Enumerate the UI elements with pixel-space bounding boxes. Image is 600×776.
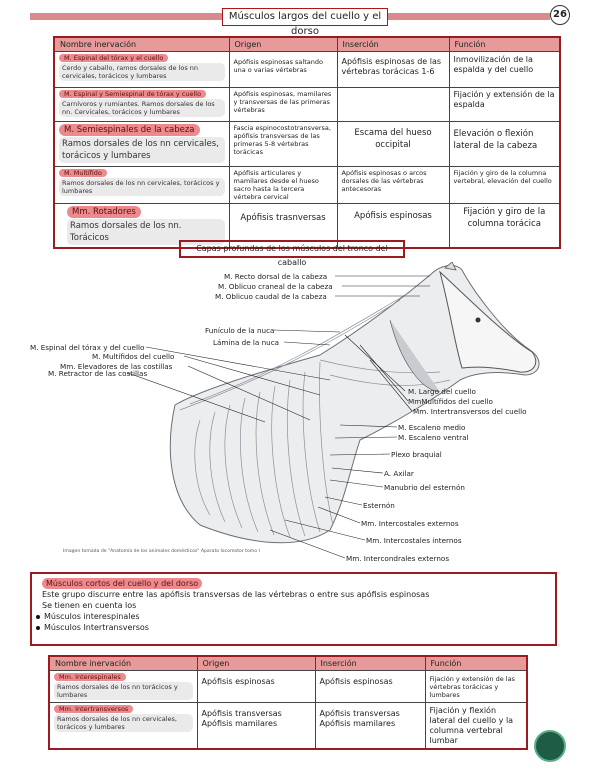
label-oblicuo-caudal: M. Oblicuo caudal de la cabeza xyxy=(215,292,327,301)
short-muscles-line1: Este grupo discurre entre las apófisis transversas de las vértebras o entre sus apófisis espinosas xyxy=(42,590,430,599)
logo xyxy=(534,730,566,762)
muscle-function: Fijación y extensión de las vértebras torácicas y lumbares xyxy=(425,671,527,703)
label-multifidos-cuello: M. Multífidos del cuello xyxy=(92,352,175,361)
muscle-function: Inmovilización de la espalda y del cuello xyxy=(449,52,560,88)
muscle-name: Mm. Interespinales xyxy=(54,673,126,681)
header-origin: Origen xyxy=(229,37,337,52)
muscle-function: Fijación y flexión lateral del cuello y la columna vertebral lumbar xyxy=(425,703,527,750)
horse-anatomy-figure xyxy=(0,262,600,567)
muscle-insertion xyxy=(337,88,449,122)
label-elevadores-costillas: Mm. Elevadores de las costillas xyxy=(60,362,173,371)
list-item: Músculos Intertransversos xyxy=(42,622,545,633)
label-multifidos-cuello-right: MmMultífidos del cuello xyxy=(408,397,493,406)
muscle-name: M. Espinal y Semiespinal de tórax y cuello xyxy=(59,90,206,98)
muscle-name: M. Semiespinales de la cabeza xyxy=(59,124,200,136)
muscle-origin: Apófisis articulares y mamilares desde el hueso sacro hasta la tercera vértebra cervical xyxy=(229,167,337,204)
long-muscles-table xyxy=(53,36,561,249)
label-intercondrales: Mm. Intercondrales externos xyxy=(346,554,450,563)
table-header-row xyxy=(49,656,527,671)
muscle-nerve: Ramos dorsales de los nn. Torácicos xyxy=(67,219,225,245)
header-name: Nombre inervación xyxy=(49,656,197,671)
label-axilar: A. Axilar xyxy=(384,469,414,478)
short-muscles-table xyxy=(48,655,528,750)
muscle-insertion: Apófisis espinosas o arcos dorsales de las vértebras antecesoras xyxy=(337,167,449,204)
figure-caption: Imagen tomada de "Anatomía de los animales domésticos" Aparato locomotor tomo I xyxy=(63,549,260,554)
muscle-name: M. Espinal del tórax y el cuello xyxy=(59,54,168,62)
header-function: Función xyxy=(449,37,560,52)
page-number: 26 xyxy=(550,5,570,25)
list-item: Músculos interespinales xyxy=(42,611,545,622)
muscle-insertion: Escama del hueso occipital xyxy=(337,122,449,167)
muscle-nerve: Ramos dorsales de los nn cervicales, torácicos y lumbares xyxy=(59,178,225,196)
muscle-name: M. Multífido xyxy=(59,169,107,177)
bullet-icon xyxy=(36,626,40,630)
table-row xyxy=(49,703,527,750)
label-intercostales-internos: Mm. Intercostales internos xyxy=(366,536,462,545)
muscle-origin: Fascia espinocostotransversa, apófisis transversas de las primeras 5-8 vértebras torácicas xyxy=(229,122,337,167)
muscle-nerve: Cerdo y caballo, ramos dorsales de los nn cervicales, torácicos y lumbares xyxy=(59,63,225,81)
muscle-insertion: Apófisis espinosas xyxy=(315,671,425,703)
label-largo-cuello: M. Largo del cuello xyxy=(408,387,476,396)
muscle-function: Elevación o flexión lateral de la cabeza xyxy=(449,122,560,167)
muscle-origin: Apófisis transversas Apófisis mamilares xyxy=(197,703,315,750)
table-row xyxy=(54,122,560,167)
figure-title: Capas profundas de los músculos del tronco del caballo xyxy=(179,240,405,258)
label-intertransversos: Mm. Intertransversos del cuello xyxy=(413,407,527,416)
table-row xyxy=(54,88,560,122)
label-retractor-costillas: M. Retractor de las costillas xyxy=(48,369,148,378)
muscle-nerve: Ramos dorsales de los nn torácicos y lumbares xyxy=(54,682,193,700)
table-row xyxy=(54,52,560,88)
muscle-nerve: Carnívoros y rumiantes. Ramos dorsales de los nn. Cervicales, torácicos y lumbares xyxy=(59,99,225,117)
muscle-name: Mm. Intertransversos xyxy=(54,705,133,713)
label-intercostales-externos: Mm. Intercostales externos xyxy=(361,519,459,528)
muscle-origin: Apófisis espinosas saltando una o varias vértebras xyxy=(229,52,337,88)
short-muscles-title: Músculos cortos del cuello y del dorso xyxy=(42,578,202,589)
table-row xyxy=(54,167,560,204)
short-muscles-line2: Se tienen en cuenta los xyxy=(42,601,137,610)
muscle-insertion: Apófisis espinosas de las vértebras torácicas 1-6 xyxy=(337,52,449,88)
header-insertion: Inserción xyxy=(337,37,449,52)
page-title: Músculos largos del cuello y el dorso xyxy=(222,8,388,26)
table-row xyxy=(49,671,527,703)
label-espinal-torax: M. Espinal del tórax y del cuello xyxy=(30,343,145,352)
muscle-name: Mm. Rotadores xyxy=(67,206,141,218)
short-muscles-box xyxy=(30,572,557,646)
muscle-function: Fijación y giro de la columna vertebral, elevación del cuello xyxy=(449,167,560,204)
label-recto-dorsal: M. Recto dorsal de la cabeza xyxy=(224,272,328,281)
muscle-insertion: Apófisis transversas Apófisis mamilares xyxy=(315,703,425,750)
label-esternon: Esternón xyxy=(363,501,395,510)
muscle-function: Fijación y giro de la columna torácica xyxy=(449,204,560,249)
label-oblicuo-craneal: M. Oblicuo craneal de la cabeza xyxy=(218,282,333,291)
muscle-insertion: Apófisis espinosas xyxy=(337,204,449,249)
header-insertion: Inserción xyxy=(315,656,425,671)
label-manubrio: Manubrio del esternón xyxy=(384,483,465,492)
header-function: Función xyxy=(425,656,527,671)
muscle-nerve: Ramos dorsales de los nn cervicales, torácicos y lumbares xyxy=(59,137,225,163)
muscle-origin: Apófisis trasnversas xyxy=(229,204,337,249)
label-escaleno-medio: M. Escaleno medio xyxy=(398,423,466,432)
muscle-origin: Apófisis espinosas xyxy=(197,671,315,703)
header-name: Nombre inervación xyxy=(54,37,229,52)
label-lamina-nuca: Lámina de la nuca xyxy=(213,338,280,347)
label-plexo-braquial: Plexo braquial xyxy=(391,450,442,459)
bullet-icon xyxy=(36,615,40,619)
muscle-nerve: Ramos dorsales de los nn cervicales, torácicos y lumbares xyxy=(54,714,193,732)
table-header-row xyxy=(54,37,560,52)
label-escaleno-ventral: M. Escaleno ventral xyxy=(398,433,469,442)
label-funiculo-nuca: Funículo de la nuca xyxy=(205,326,275,335)
header-origin: Origen xyxy=(197,656,315,671)
muscle-origin: Apófisis espinosas, mamilares y transversas de las primeras vértebras xyxy=(229,88,337,122)
muscle-function: Fijación y extensión de la espalda xyxy=(449,88,560,122)
